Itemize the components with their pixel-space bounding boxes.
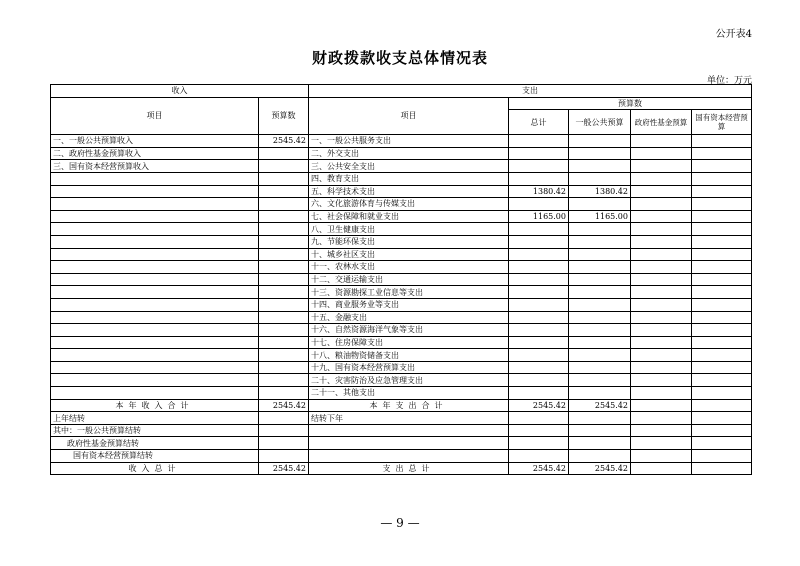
table-row xyxy=(51,185,752,198)
table-row xyxy=(51,336,752,349)
expense-item-cell: 七、社会保障和就业支出 xyxy=(309,210,509,223)
income-item-cell xyxy=(51,172,259,185)
expense-item-cell: 十九、国有资本经营预算支出 xyxy=(309,361,509,374)
total-header: 总计 xyxy=(509,110,569,135)
blank-cell xyxy=(569,450,631,463)
expense-header: 支出 xyxy=(309,85,752,98)
expense-state-cell xyxy=(692,135,752,148)
income-item-cell: 一、一般公共预算收入 xyxy=(51,135,259,148)
income-amount-cell xyxy=(259,324,309,337)
blank-cell xyxy=(631,437,692,450)
year-expense-fund xyxy=(631,399,692,412)
unit-label: 单位：万元 xyxy=(706,76,752,86)
fund-header: 政府性基金预算 xyxy=(631,110,692,135)
expense-item-cell: 十八、粮油物资储备支出 xyxy=(309,349,509,362)
income-item-cell xyxy=(51,248,259,261)
grand-expense-fund xyxy=(631,462,692,475)
expense-general-cell xyxy=(569,172,631,185)
expense-total-cell: 1165.00 xyxy=(509,210,569,223)
expense-total-cell xyxy=(509,172,569,185)
expense-total-cell xyxy=(509,324,569,337)
expense-item-cell: 四、教育支出 xyxy=(309,172,509,185)
year-expense-state xyxy=(692,399,752,412)
expense-general-cell xyxy=(569,361,631,374)
expense-total-cell xyxy=(509,311,569,324)
form-number: 公开表4 xyxy=(715,29,752,40)
income-amount-cell xyxy=(259,147,309,160)
header-row-1 xyxy=(51,85,752,98)
income-amount-cell xyxy=(259,336,309,349)
year-income-total-label: 本年收入合计 xyxy=(51,399,259,412)
table-row xyxy=(51,135,752,148)
blank-cell xyxy=(631,450,692,463)
income-item-cell xyxy=(51,387,259,400)
expense-item-cell: 十二、交通运输支出 xyxy=(309,273,509,286)
expense-fund-cell xyxy=(631,135,692,148)
income-item-cell xyxy=(51,273,259,286)
expense-fund-cell xyxy=(631,349,692,362)
expense-state-cell xyxy=(692,185,752,198)
expense-general-cell xyxy=(569,336,631,349)
state-header: 国有资本经营预算 xyxy=(692,110,752,135)
expense-general-cell xyxy=(569,235,631,248)
expense-state-cell xyxy=(692,361,752,374)
year-expense-total-label: 本年支出合计 xyxy=(309,399,509,412)
blank-cell xyxy=(309,450,509,463)
income-item-cell xyxy=(51,286,259,299)
year-expense-general: 2545.42 xyxy=(569,399,631,412)
expense-state-cell xyxy=(692,336,752,349)
blank-cell xyxy=(509,437,569,450)
expense-item-cell: 三、公共安全支出 xyxy=(309,160,509,173)
expense-fund-cell xyxy=(631,336,692,349)
carry-state xyxy=(692,412,752,425)
expense-state-cell xyxy=(692,160,752,173)
income-item-cell xyxy=(51,298,259,311)
year-income-total-amount: 2545.42 xyxy=(259,399,309,412)
expense-general-cell xyxy=(569,349,631,362)
table-row xyxy=(51,160,752,173)
expense-item-header: 项目 xyxy=(309,97,509,135)
expense-state-cell xyxy=(692,223,752,236)
expense-item-cell: 二、外交支出 xyxy=(309,147,509,160)
expense-item-cell: 十三、资源勘探工业信息等支出 xyxy=(309,286,509,299)
expense-total-cell xyxy=(509,349,569,362)
expense-item-cell: 十五、金融支出 xyxy=(309,311,509,324)
expense-item-cell: 十七、住房保障支出 xyxy=(309,336,509,349)
expense-state-cell xyxy=(692,172,752,185)
income-item-header: 项目 xyxy=(51,97,259,135)
expense-fund-cell xyxy=(631,261,692,274)
expense-item-cell: 八、卫生健康支出 xyxy=(309,223,509,236)
income-item-cell xyxy=(51,349,259,362)
expense-item-cell: 十四、商业服务业等支出 xyxy=(309,298,509,311)
expense-general-cell xyxy=(569,147,631,160)
table-row xyxy=(51,324,752,337)
income-amount-cell xyxy=(259,160,309,173)
expense-state-cell xyxy=(692,387,752,400)
general-header: 一般公共预算 xyxy=(569,110,631,135)
blank-cell xyxy=(569,437,631,450)
expense-state-cell xyxy=(692,374,752,387)
expense-item-cell: 九、节能环保支出 xyxy=(309,235,509,248)
expense-state-cell xyxy=(692,147,752,160)
expense-fund-cell xyxy=(631,273,692,286)
blank-cell xyxy=(509,424,569,437)
income-amount-cell xyxy=(259,374,309,387)
carry-row xyxy=(51,412,752,425)
expense-general-cell xyxy=(569,273,631,286)
expense-fund-cell xyxy=(631,361,692,374)
income-item-cell xyxy=(51,223,259,236)
table-row xyxy=(51,311,752,324)
expense-general-cell xyxy=(569,198,631,211)
blank-cell xyxy=(692,424,752,437)
income-amount-cell xyxy=(259,361,309,374)
table-row xyxy=(51,223,752,236)
expense-fund-cell xyxy=(631,235,692,248)
income-item-cell xyxy=(51,235,259,248)
blank-cell xyxy=(692,450,752,463)
expense-fund-cell xyxy=(631,160,692,173)
expense-item-cell: 二十、灾害防治及应急管理支出 xyxy=(309,374,509,387)
page-title: 财政拨款收支总体情况表 xyxy=(311,49,488,67)
income-item-cell xyxy=(51,185,259,198)
expense-fund-cell xyxy=(631,198,692,211)
grand-income-total-amount: 2545.42 xyxy=(259,462,309,475)
page-number: — 9 — xyxy=(380,516,420,530)
expense-fund-cell xyxy=(631,298,692,311)
expense-general-cell xyxy=(569,374,631,387)
expense-item-cell: 十六、自然资源海洋气象等支出 xyxy=(309,324,509,337)
budget-table xyxy=(50,84,752,475)
income-item-cell: 三、国有资本经营预算收入 xyxy=(51,160,259,173)
expense-general-cell xyxy=(569,261,631,274)
expense-general-cell xyxy=(569,248,631,261)
next-year-carryover-label: 结转下年 xyxy=(309,412,509,425)
expense-state-cell xyxy=(692,286,752,299)
year-expense-total: 2545.42 xyxy=(509,399,569,412)
expense-total-cell xyxy=(509,298,569,311)
carry-fund xyxy=(631,412,692,425)
blank-cell xyxy=(692,437,752,450)
expense-fund-cell xyxy=(631,210,692,223)
carry-general xyxy=(569,412,631,425)
blank-cell xyxy=(309,437,509,450)
expense-fund-cell xyxy=(631,311,692,324)
state-carryover-amount xyxy=(259,450,309,463)
expense-fund-cell xyxy=(631,248,692,261)
expense-general-cell xyxy=(569,135,631,148)
income-item-cell xyxy=(51,361,259,374)
table-row xyxy=(51,210,752,223)
expense-state-cell xyxy=(692,324,752,337)
income-item-cell xyxy=(51,374,259,387)
income-item-cell xyxy=(51,210,259,223)
income-item-cell xyxy=(51,324,259,337)
income-amount-cell xyxy=(259,235,309,248)
expense-total-cell xyxy=(509,387,569,400)
income-item-cell xyxy=(51,261,259,274)
expense-total-cell xyxy=(509,223,569,236)
income-amount-cell xyxy=(259,273,309,286)
expense-state-cell xyxy=(692,261,752,274)
prior-year-carryover-label: 上年结转 xyxy=(51,412,259,425)
income-amount-cell xyxy=(259,298,309,311)
general-budget-carryover-label: 其中：一般公共预算结转 xyxy=(51,424,259,437)
expense-general-cell: 1380.42 xyxy=(569,185,631,198)
income-amount-cell xyxy=(259,349,309,362)
table-row xyxy=(51,248,752,261)
expense-general-cell xyxy=(569,298,631,311)
blank-cell xyxy=(309,424,509,437)
expense-total-cell xyxy=(509,286,569,299)
table-row xyxy=(51,349,752,362)
table-row xyxy=(51,172,752,185)
carry-row xyxy=(51,437,752,450)
table-row xyxy=(51,286,752,299)
expense-total-cell xyxy=(509,198,569,211)
expense-general-cell xyxy=(569,311,631,324)
header-row-2 xyxy=(51,97,752,110)
expense-total-cell xyxy=(509,261,569,274)
expense-fund-cell xyxy=(631,223,692,236)
table-row xyxy=(51,387,752,400)
table-row xyxy=(51,198,752,211)
grand-income-total-label: 收入总计 xyxy=(51,462,259,475)
expense-fund-cell xyxy=(631,185,692,198)
expense-fund-cell xyxy=(631,147,692,160)
expense-state-cell xyxy=(692,298,752,311)
income-amount-cell: 2545.42 xyxy=(259,135,309,148)
expense-state-cell xyxy=(692,198,752,211)
grand-expense-total: 2545.42 xyxy=(509,462,569,475)
expense-state-cell xyxy=(692,210,752,223)
expense-state-cell xyxy=(692,273,752,286)
income-amount-cell xyxy=(259,172,309,185)
expense-state-cell xyxy=(692,235,752,248)
table-row xyxy=(51,374,752,387)
expense-general-cell xyxy=(569,387,631,400)
carry-row xyxy=(51,424,752,437)
carry-total xyxy=(509,412,569,425)
expense-total-cell: 1380.42 xyxy=(509,185,569,198)
income-amount-cell xyxy=(259,248,309,261)
expense-general-cell xyxy=(569,324,631,337)
expense-item-cell: 十一、农林水支出 xyxy=(309,261,509,274)
income-item-cell xyxy=(51,198,259,211)
income-item-cell xyxy=(51,336,259,349)
income-amount-cell xyxy=(259,311,309,324)
fund-carryover-amount xyxy=(259,437,309,450)
expense-item-cell: 十、城乡社区支出 xyxy=(309,248,509,261)
expense-total-cell xyxy=(509,273,569,286)
grand-expense-total-label: 支出总计 xyxy=(309,462,509,475)
expense-state-cell xyxy=(692,311,752,324)
table-row xyxy=(51,261,752,274)
income-amount-cell xyxy=(259,261,309,274)
income-amount-cell xyxy=(259,185,309,198)
expense-item-cell: 一、一般公共服务支出 xyxy=(309,135,509,148)
table-row xyxy=(51,235,752,248)
income-amount-cell xyxy=(259,198,309,211)
income-amount-cell xyxy=(259,223,309,236)
expense-total-cell xyxy=(509,336,569,349)
grand-expense-state xyxy=(692,462,752,475)
table-row xyxy=(51,361,752,374)
expense-general-cell: 1165.00 xyxy=(569,210,631,223)
expense-budget-header: 预算数 xyxy=(509,97,752,110)
expense-total-cell xyxy=(509,248,569,261)
income-header: 收入 xyxy=(51,85,309,98)
expense-fund-cell xyxy=(631,172,692,185)
blank-cell xyxy=(509,450,569,463)
expense-fund-cell xyxy=(631,286,692,299)
expense-fund-cell xyxy=(631,374,692,387)
expense-fund-cell xyxy=(631,387,692,400)
year-total-row xyxy=(51,399,752,412)
income-amount-cell xyxy=(259,286,309,299)
expense-item-cell: 六、文化旅游体育与传媒支出 xyxy=(309,198,509,211)
grand-total-row xyxy=(51,462,752,475)
table-row xyxy=(51,147,752,160)
state-capital-carryover-label: 国有资本经营预算结转 xyxy=(51,450,259,463)
expense-total-cell xyxy=(509,374,569,387)
fund-budget-carryover-label: 政府性基金预算结转 xyxy=(51,437,259,450)
expense-general-cell xyxy=(569,286,631,299)
expense-total-cell xyxy=(509,235,569,248)
expense-state-cell xyxy=(692,349,752,362)
income-amount-cell xyxy=(259,387,309,400)
income-item-cell: 二、政府性基金预算收入 xyxy=(51,147,259,160)
general-carryover-amount xyxy=(259,424,309,437)
expense-total-cell xyxy=(509,361,569,374)
table-row xyxy=(51,298,752,311)
carry-row xyxy=(51,450,752,463)
income-amount-cell xyxy=(259,210,309,223)
prior-year-carryover-amount xyxy=(259,412,309,425)
expense-item-cell: 五、科学技术支出 xyxy=(309,185,509,198)
expense-total-cell xyxy=(509,135,569,148)
expense-total-cell xyxy=(509,160,569,173)
expense-general-cell xyxy=(569,160,631,173)
expense-total-cell xyxy=(509,147,569,160)
grand-expense-general: 2545.42 xyxy=(569,462,631,475)
blank-cell xyxy=(569,424,631,437)
expense-state-cell xyxy=(692,248,752,261)
blank-cell xyxy=(631,424,692,437)
table-row xyxy=(51,273,752,286)
income-item-cell xyxy=(51,311,259,324)
expense-item-cell: 二十一、其他支出 xyxy=(309,387,509,400)
expense-general-cell xyxy=(569,223,631,236)
income-budget-header: 预算数 xyxy=(259,97,309,135)
expense-fund-cell xyxy=(631,324,692,337)
